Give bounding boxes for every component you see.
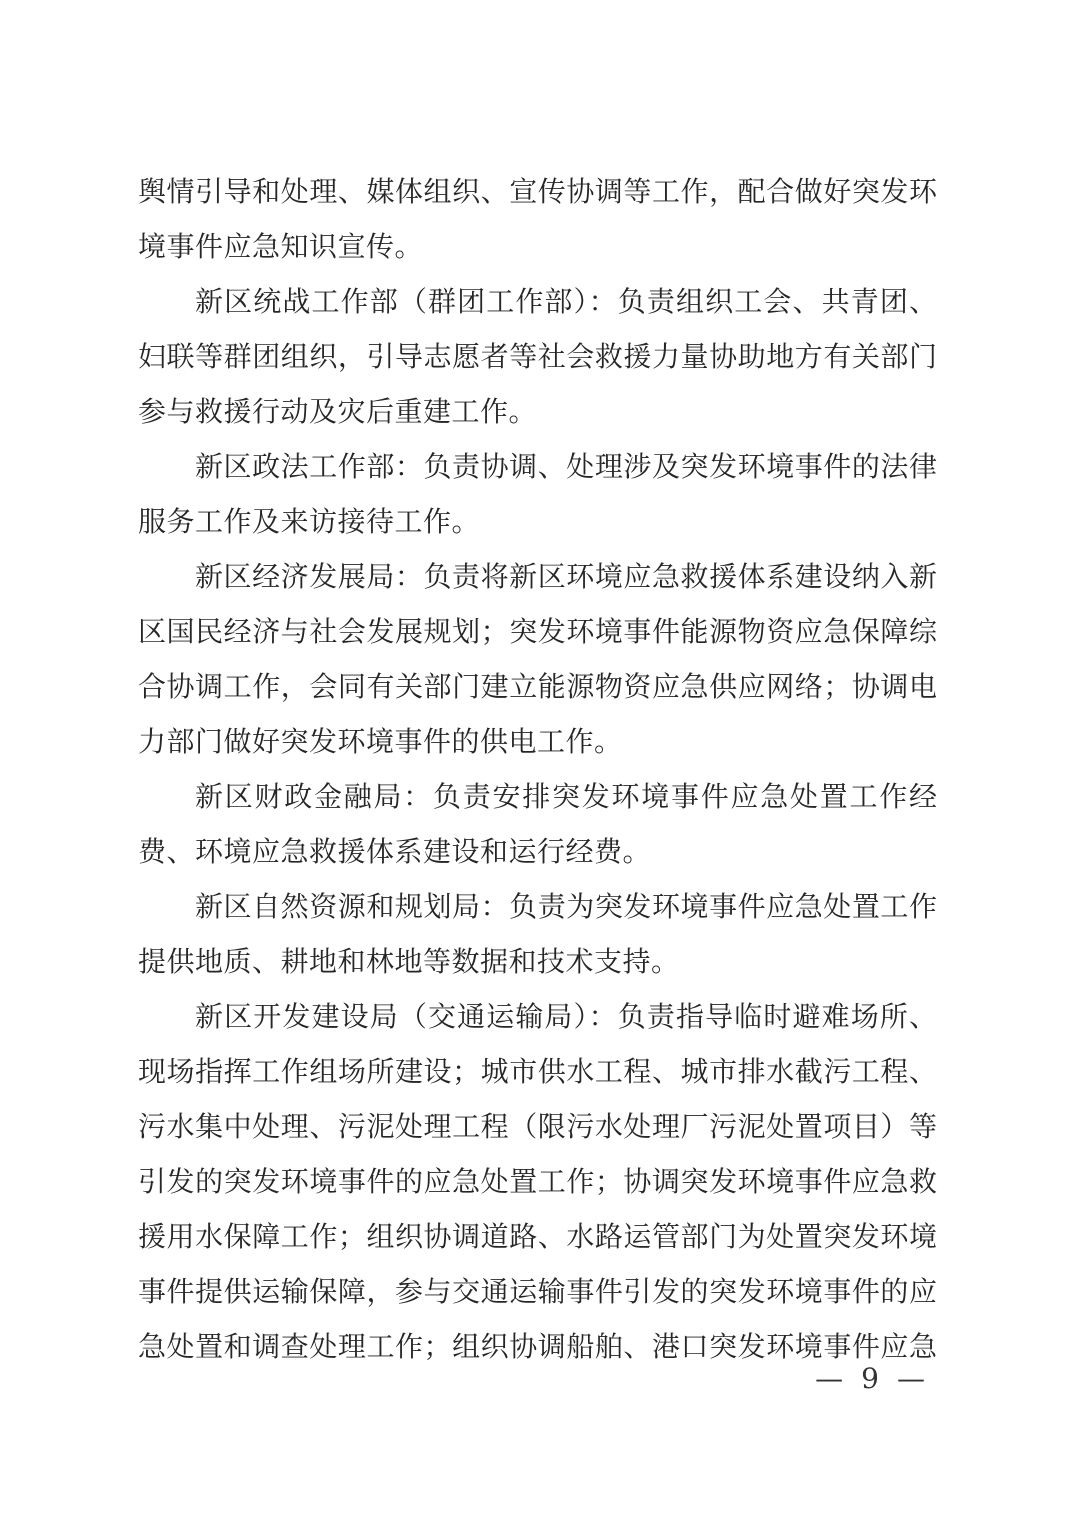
text-line: 新区开发建设局（交通运输局）：负责指导临时避难场所、 — [195, 1000, 937, 1033]
page-number-dash-right: — — [897, 1362, 925, 1395]
page-number — [815, 1364, 925, 1394]
text-line: 新区政法工作部：负责协调、处理涉及突发环境事件的法律 — [195, 450, 937, 483]
text-line: 新区自然资源和规划局：负责为突发环境事件应急处置工作 — [195, 890, 937, 923]
text-line: 新区经济发展局：负责将新区环境应急救援体系建设纳入新 — [195, 560, 937, 593]
text-line: 区国民经济与社会发展规划；突发环境事件能源物资应急保障综 — [138, 615, 937, 648]
text-line: 现场指挥工作组场所建设；城市供水工程、城市排水截污工程、 — [138, 1055, 937, 1088]
text-line: 境事件应急知识宣传。 — [138, 230, 424, 263]
text-line: 援用水保障工作；组织协调道路、水路运管部门为处置突发环境 — [138, 1220, 937, 1253]
text-line: 舆情引导和处理、媒体组织、宣传协调等工作，配合做好突发环 — [138, 175, 937, 208]
text-line: 污水集中处理、污泥处理工程（限污水处理厂污泥处置项目）等 — [138, 1110, 937, 1143]
text-line: 提供地质、耕地和林地等数据和技术支持。 — [138, 945, 680, 978]
text-line: 妇联等群团组织，引导志愿者等社会救援力量协助地方有关部门 — [138, 340, 937, 373]
text-line: 急处置和调查处理工作；组织协调船舶、港口突发环境事件应急 — [138, 1330, 937, 1363]
document-body — [138, 164, 937, 1374]
page-number-value: 9 — [861, 1362, 879, 1395]
text-line: 参与救援行动及灾后重建工作。 — [138, 395, 538, 428]
text-line: 事件提供运输保障，参与交通运输事件引发的突发环境事件的应 — [138, 1275, 937, 1308]
text-line: 费、环境应急救援体系建设和运行经费。 — [138, 835, 652, 868]
page-number-dash-left: — — [815, 1362, 844, 1395]
text-line: 服务工作及来访接待工作。 — [138, 505, 481, 538]
text-line: 合协调工作，会同有关部门建立能源物资应急供应网络；协调电 — [138, 670, 937, 703]
text-line: 力部门做好突发环境事件的供电工作。 — [138, 725, 623, 758]
text-line: 新区统战工作部（群团工作部）：负责组织工会、共青团、 — [195, 285, 937, 318]
text-line: 引发的突发环境事件的应急处置工作；协调突发环境事件应急救 — [138, 1165, 937, 1198]
text-line: 新区财政金融局：负责安排突发环境事件应急处置工作经 — [195, 780, 937, 813]
